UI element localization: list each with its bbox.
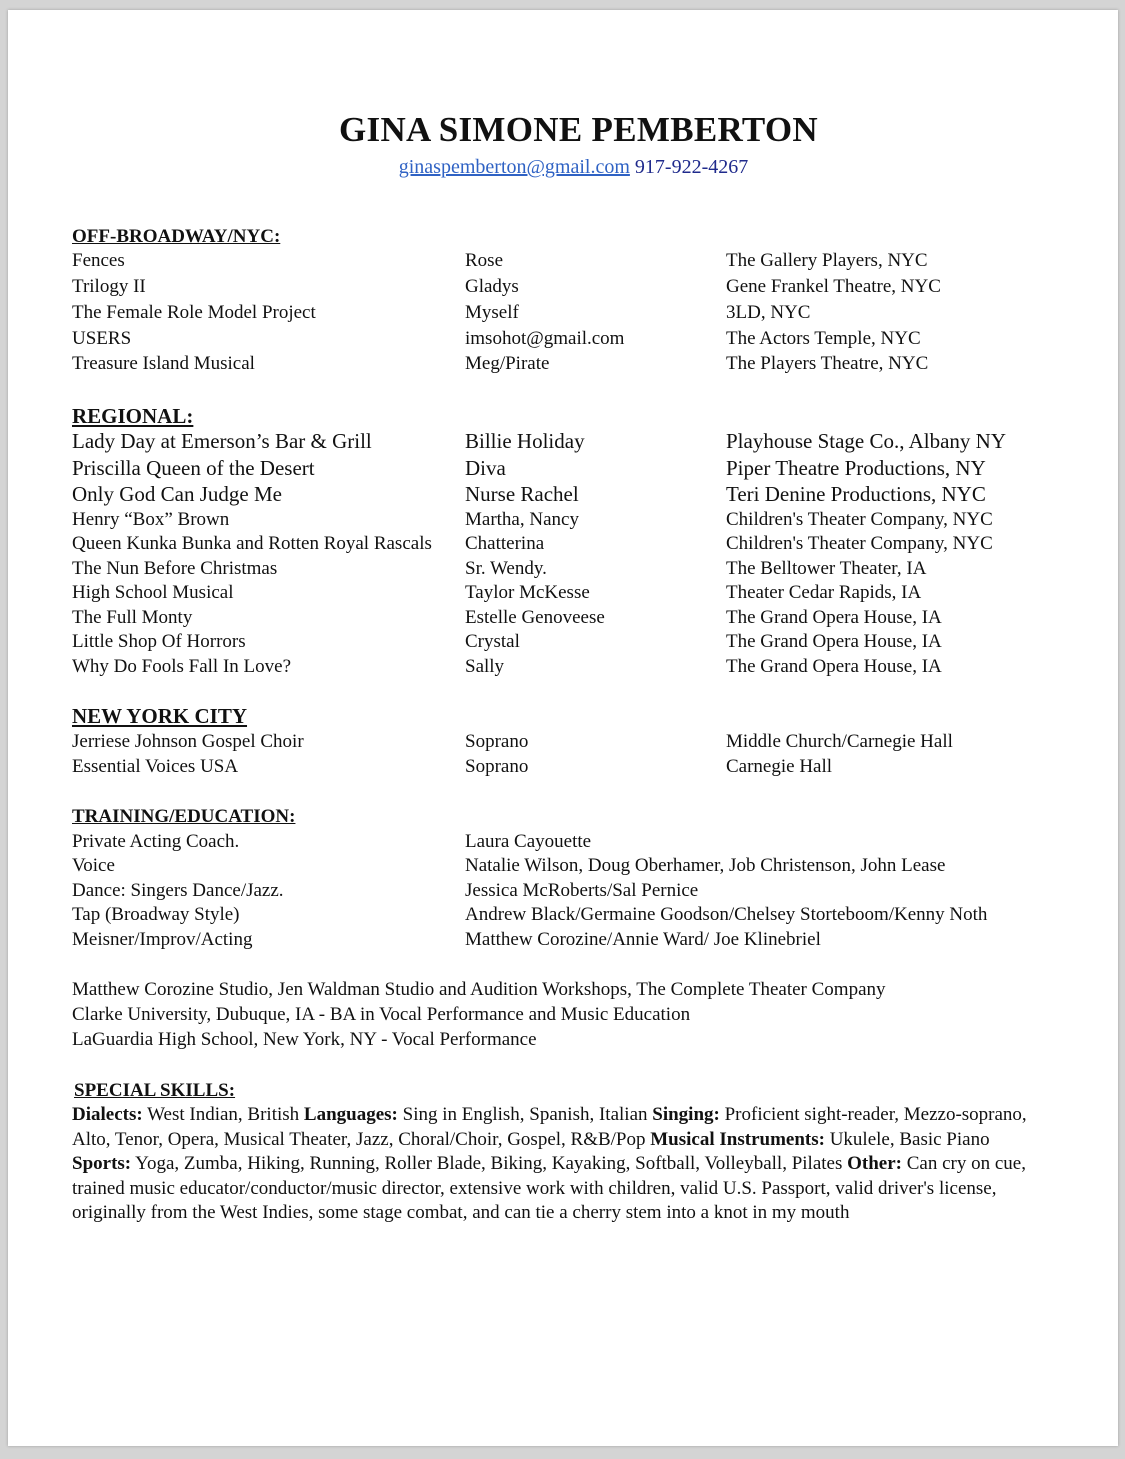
role: Rose [465,250,503,271]
show-title: Queen Kunka Bunka and Rotten Royal Rascals [72,533,432,554]
role: Sr. Wendy. [465,558,547,579]
instruments-label: Musical Instruments: [650,1128,825,1150]
voice-part: Soprano [465,756,529,777]
ensemble-name: Essential Voices USA [72,756,239,777]
venue: Middle Church/Carnegie Hall [726,731,953,752]
education-line: Matthew Corozine Studio, Jen Waldman Studio and Audition Workshops, The Complete Theater Company [72,979,886,1000]
languages-text: Sing in English, Spanish, Italian [397,1104,653,1125]
role: Crystal [465,631,520,652]
section-heading-training: TRAINING/EDUCATION: [72,806,296,827]
show-title: Priscilla Queen of the Desert [72,456,315,480]
role: Martha, Nancy [465,509,579,530]
venue: Carnegie Hall [726,756,833,777]
section-heading-regional: REGIONAL: [72,404,194,428]
sports-text: Yoga, Zumba, Hiking, Running, Roller Blade, Biking, Kayaking, Softball, Volleyball, Pilates [131,1153,848,1175]
show-title: The Female Role Model Project [72,302,316,323]
section-heading-offbroadway: OFF-BROADWAY/NYC: [72,226,281,247]
venue: The Gallery Players, NYC [726,250,928,271]
role: Taylor McKesse [465,582,590,603]
instruments-text: Ukulele, Basic Piano [824,1128,990,1150]
show-title: Trilogy II [72,276,146,297]
show-title: Little Shop Of Horrors [72,631,246,652]
role: imsohot@gmail.com [465,328,625,349]
sports-label: Sports: [72,1153,132,1175]
email-link[interactable]: ginaspemberton@gmail.com [398,156,630,178]
training-type: Voice [72,855,115,876]
voice-part: Soprano [465,731,529,752]
show-title: The Full Monty [72,607,193,628]
singing-text: Proficient sight-reader, Mezzo-soprano, Alto, Tenor, Opera, Musical Theater, Jazz, Choral/Choir, Gospel, R&B/Pop [72,1104,1027,1150]
phone-number: 917-922-4267 [634,156,749,178]
dialects-text: West Indian, British [142,1104,304,1125]
training-type: Private Acting Coach. [72,831,240,852]
venue: Playhouse Stage Co., Albany NY [726,429,1006,453]
other-label: Other: [847,1153,902,1175]
section-heading-nyc: NEW YORK CITY [72,704,248,728]
education-line: LaGuardia High School, New York, NY - Vocal Performance [72,1029,537,1050]
show-title: Fences [72,250,125,271]
singing-label: Singing: [652,1104,720,1125]
role: Myself [465,302,519,323]
venue: The Grand Opera House, IA [726,656,942,677]
teachers: Laura Cayouette [465,831,592,852]
role: Meg/Pirate [465,353,550,374]
teachers: Jessica McRoberts/Sal Pernice [465,880,699,901]
special-skills-paragraph [72,1103,1052,1226]
venue: The Grand Opera House, IA [726,607,942,628]
role: Nurse Rachel [465,482,579,506]
section-heading-skills: SPECIAL SKILLS: [74,1080,236,1101]
teachers: Natalie Wilson, Doug Oberhamer, Job Christenson, John Lease [465,855,946,876]
ensemble-name: Jerriese Johnson Gospel Choir [72,731,304,752]
show-title: High School Musical [72,582,234,603]
other-text: Can cry on cue, trained music educator/conductor/music director, extensive work with children, valid U.S. Passport, valid driver's license, originally from the West Indies, some stage combat, and can tie a cherry stem into a knot in my mouth [72,1153,1026,1224]
training-type: Dance: Singers Dance/Jazz. [72,880,284,901]
show-title: Henry “Box” Brown [72,509,230,530]
role: Billie Holiday [465,429,585,453]
venue: The Players Theatre, NYC [726,353,929,374]
venue: The Grand Opera House, IA [726,631,942,652]
show-title: Treasure Island Musical [72,353,255,374]
resume-page [8,10,1118,1446]
role: Sally [465,656,505,677]
show-title: The Nun Before Christmas [72,558,278,579]
venue: Theater Cedar Rapids, IA [726,582,922,603]
resume-name: GINA SIMONE PEMBERTON [339,110,818,149]
show-title: Lady Day at Emerson’s Bar & Grill [72,429,372,453]
role: Chatterina [465,533,545,554]
role: Gladys [465,276,519,297]
venue: Gene Frankel Theatre, NYC [726,276,941,297]
role: Estelle Genoveese [465,607,605,628]
venue: Piper Theatre Productions, NY [726,456,986,480]
venue: The Actors Temple, NYC [726,328,921,349]
teachers: Andrew Black/Germaine Goodson/Chelsey Storteboom/Kenny Noth [465,904,988,925]
show-title: Only God Can Judge Me [72,482,282,506]
venue: 3LD, NYC [726,302,811,323]
education-line: Clarke University, Dubuque, IA - BA in Vocal Performance and Music Education [72,1004,691,1025]
role: Diva [465,456,506,480]
dialects-label: Dialects: [72,1104,143,1125]
venue: Children's Theater Company, NYC [726,509,993,530]
training-type: Meisner/Improv/Acting [72,929,253,950]
venue: Teri Denine Productions, NYC [726,482,986,506]
show-title: Why Do Fools Fall In Love? [72,656,292,677]
training-type: Tap (Broadway Style) [72,904,240,925]
venue: The Belltower Theater, IA [726,558,927,579]
contact-line [8,156,1125,179]
teachers: Matthew Corozine/Annie Ward/ Joe Klinebriel [465,929,821,950]
venue: Children's Theater Company, NYC [726,533,993,554]
show-title: USERS [72,328,132,349]
languages-label: Languages: [303,1104,398,1125]
